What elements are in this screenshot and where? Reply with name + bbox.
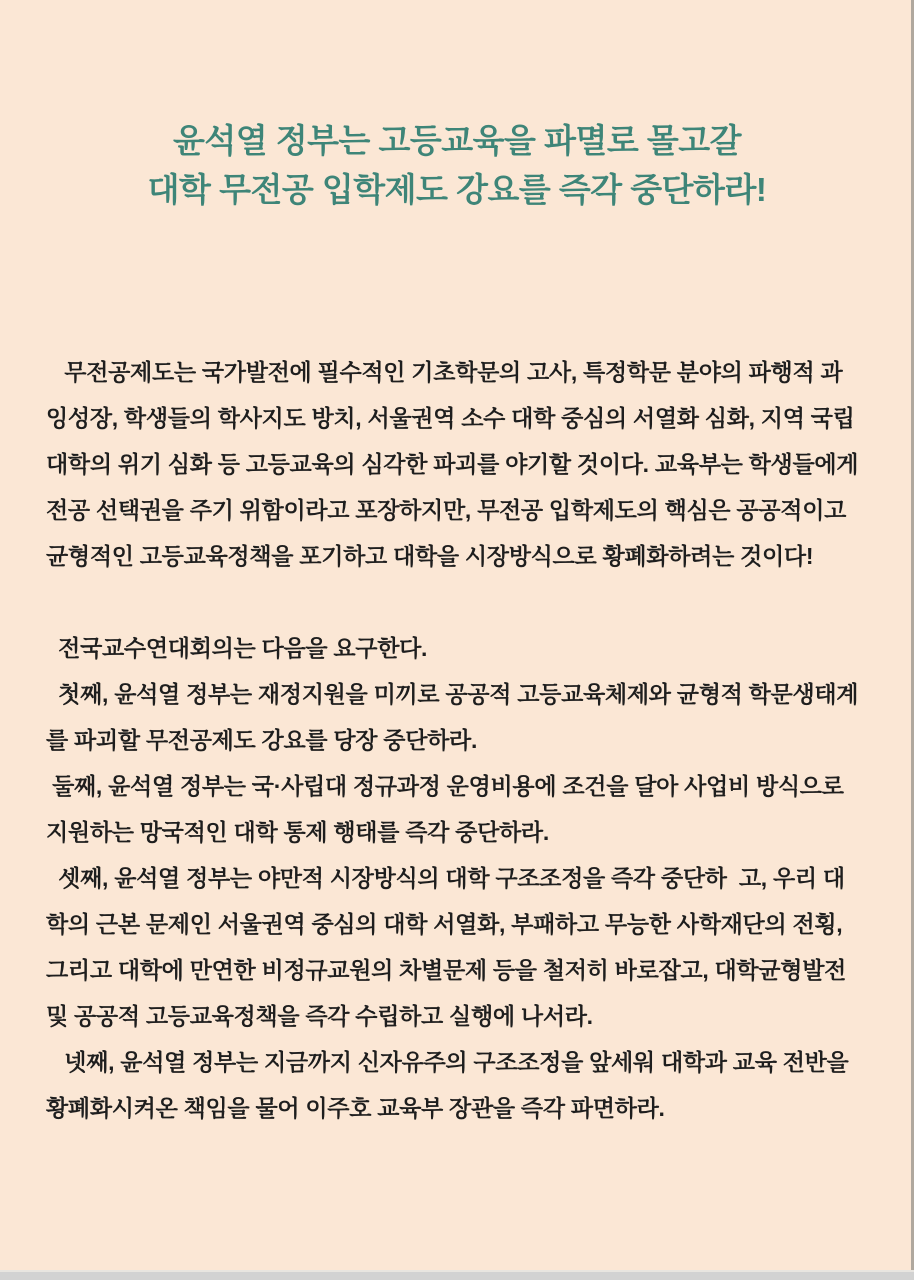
statement-title-line-1: 윤석열 정부는 고등교육을 파멸로 몰고갈 (172, 122, 742, 159)
demands-paragraph-line: 그리고 대학에 만연한 비정규교원의 차별문제 등을 철저히 바로잡고, 대학균형발전 (46, 957, 847, 983)
demands-paragraph (46, 625, 870, 1131)
demands-paragraph-line: 학의 근본 문제인 서울권역 중심의 대학 서열화, 부패하고 무능한 사학재단의 전횡, (46, 911, 843, 937)
demands-paragraph-line: 지원하는 망국적인 대학 통제 행태를 즉각 중단하라. (46, 819, 549, 845)
demands-paragraph-line: 를 파괴할 무전공제도 강요를 당장 중단하라. (46, 727, 478, 753)
demands-paragraph-line: 황폐화시켜온 책임을 물어 이주호 교육부 장관을 즉각 파면하라. (46, 1095, 665, 1121)
demands-paragraph-line: 둘째, 윤석열 정부는 국·사립대 정규과정 운영비용에 조건을 달아 사업비 방식으로 (46, 773, 844, 799)
statement-title (0, 116, 914, 214)
demands-paragraph-line: 첫째, 윤석열 정부는 재정지원을 미끼로 공공적 고등교육체제와 균형적 학문생태계 (46, 681, 859, 707)
intro-paragraph-line: 잉성장, 학생들의 학사지도 방치, 서울권역 소수 대학 중심의 서열화 심화, 지역 국립 (46, 405, 855, 431)
demands-paragraph-line: 및 공공적 고등교육정책을 즉각 수립하고 실행에 나서라. (46, 1003, 593, 1029)
intro-paragraph-line: 무전공제도는 국가발전에 필수적인 기초학문의 고사, 특정학문 분야의 파행적 과 (46, 359, 843, 385)
window-bottom-edge-bar (0, 1270, 914, 1280)
demands-paragraph-line: 전국교수연대회의는 다음을 요구한다. (46, 635, 428, 661)
demands-paragraph-line: 셋째, 윤석열 정부는 야만적 시장방식의 대학 구조조정을 즉각 중단하 고, 우리 대 (46, 865, 845, 891)
intro-paragraph-line: 대학의 위기 심화 등 고등교육의 심각한 파괴를 야기할 것이다. 교육부는 학생들에게 (46, 451, 859, 477)
intro-paragraph-line: 전공 선택권을 주기 위함이라고 포장하지만, 무전공 입학제도의 핵심은 공공적이고 (46, 497, 847, 523)
intro-paragraph (46, 349, 870, 579)
intro-paragraph-line: 균형적인 고등교육정책을 포기하고 대학을 시장방식으로 황폐화하려는 것이다! (46, 543, 814, 569)
statement-title-line-2: 대학 무전공 입학제도 강요를 즉각 중단하라! (147, 171, 767, 208)
demands-paragraph-line: 넷째, 윤석열 정부는 지금까지 신자유주의 구조조정을 앞세워 대학과 교육 전반을 (46, 1049, 849, 1075)
